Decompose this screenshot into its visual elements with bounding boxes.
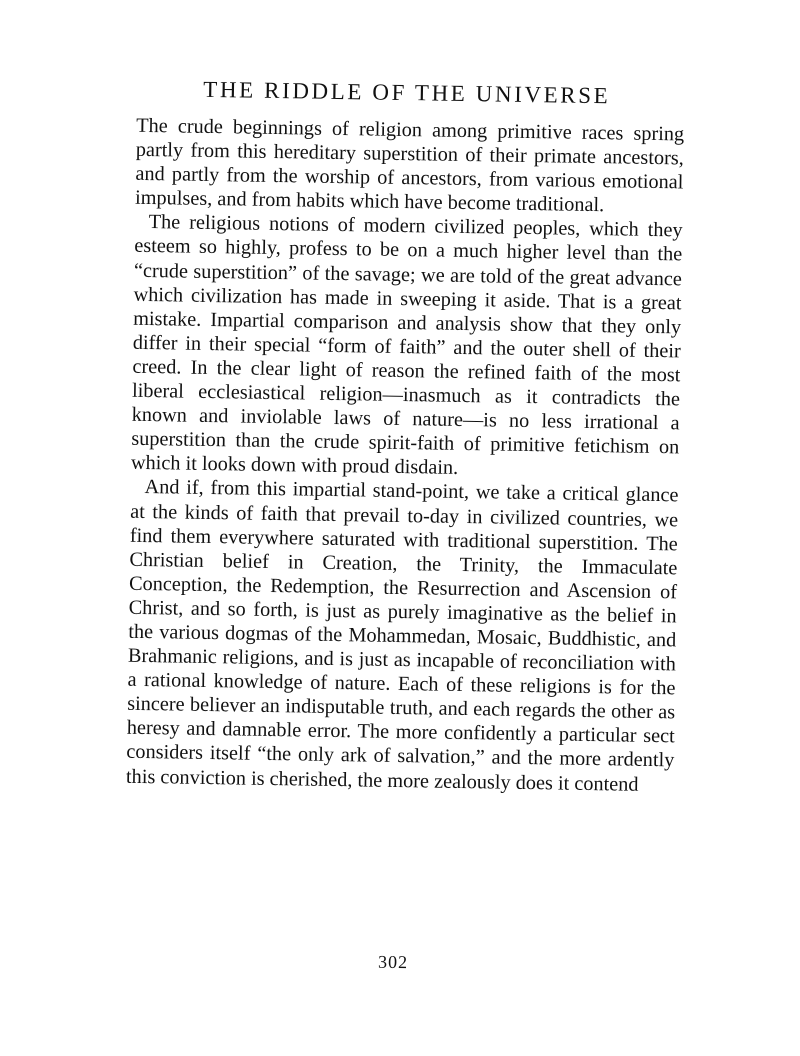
running-head-title: THE RIDDLE OF THE UNIVERSE: [203, 76, 611, 109]
paragraph-impartial-standpoint: And if, from this impartial stand-point, we take a critical glance at the kinds of faith that prevail to-day in civilized countries, we find them everywhere saturated with traditional superstition. The Christian belief in Creation, the Trinity, the Immaculate Conception, the Redemption, the Resurrection and Ascension of Christ, and so forth, is just as purely imaginative as the belief in the various dogmas of the Mohammedan, Mosaic, Buddhistic, and Brahmanic religions, and is just as incapable of reconciliation with a rational knowledge of nature. Each of these religions is for the sincere believer an indisputable truth, and each regards the other as heresy and damnable error. The more confidently a particular sect considers itself “the only ark of salvation,” and the more ardently this conviction is cherished, the more zealously does it contend: [125, 476, 679, 796]
paragraph-religious-notions: The religious notions of modern civilized peoples, which they esteem so highly, profess to be on a much higher level than the “crude superstition” of the savage; we are told of the great advance which civilization has made in sweeping it aside. That is a great mistake. Impartial comparison and analysis show that they only differ in their special “form of faith” and the outer shell of their creed. In the clear light of reason the refined faith of the most liberal ecclesiastical religion—inasmuch as it contradicts the known and inviolable laws of nature—is no less irrational a superstition than the crude spirit-faith of primitive fetichism on which it looks down with proud disdain.: [130, 211, 683, 480]
page-number: 302: [377, 951, 409, 973]
page-body-text: [126, 114, 685, 797]
paragraph-crude-beginnings: The crude beginnings of religion among primitive races spring partly from this hereditary superstition of their primate ancestors, and partly from the worship of ancestors, from various emotional impulses, and from habits which have become traditional.: [134, 114, 685, 217]
